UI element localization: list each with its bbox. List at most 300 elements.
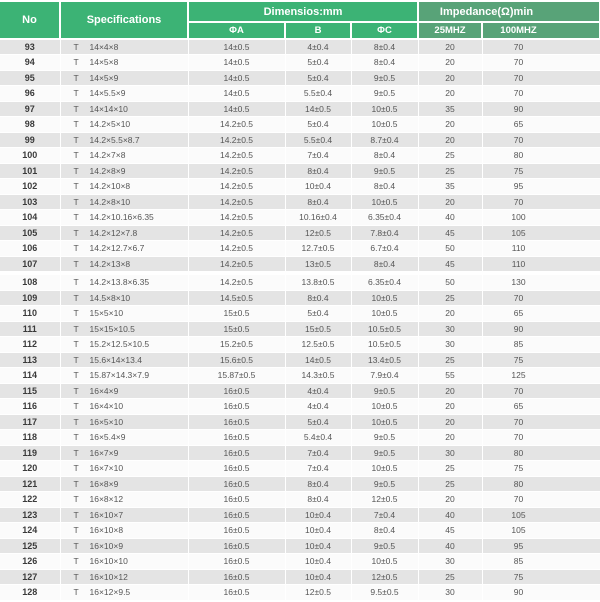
- row-phi-a: 16±0.5: [188, 445, 285, 461]
- row-100mhz: 65: [482, 306, 600, 322]
- header-25mhz: 25MHZ: [418, 22, 482, 39]
- row-b: 4±0.4: [285, 39, 351, 55]
- row-phi-a: 14.2±0.5: [188, 241, 285, 257]
- row-no: 114: [0, 368, 60, 384]
- row-no: 107: [0, 256, 60, 272]
- row-no: 97: [0, 101, 60, 117]
- spec-prefix: T: [73, 292, 79, 303]
- row-no: 99: [0, 132, 60, 148]
- row-25mhz: 45: [418, 523, 482, 539]
- row-phi-c: 10±0.5: [351, 194, 418, 210]
- table-body: [0, 39, 600, 600]
- row-phi-c: 6.7±0.4: [351, 241, 418, 257]
- spec-value: 16×10×7: [89, 509, 124, 520]
- row-phi-c: 9±0.5: [351, 163, 418, 179]
- table-row: [0, 179, 600, 195]
- row-spec: [60, 194, 188, 210]
- row-phi-a: 14±0.5: [188, 55, 285, 71]
- table-row: [0, 399, 600, 415]
- spec-value: 16×8×12: [89, 494, 124, 505]
- spec-value: 16×7×9: [89, 447, 119, 458]
- table-row: [0, 445, 600, 461]
- row-phi-a: 14.2±0.5: [188, 179, 285, 195]
- table-row: [0, 507, 600, 523]
- row-100mhz: 110: [482, 241, 600, 257]
- spec-prefix: T: [73, 478, 79, 489]
- spec-value: 16×5×10: [89, 416, 124, 427]
- row-spec: [60, 290, 188, 306]
- row-phi-a: 14.2±0.5: [188, 275, 285, 291]
- spec-prefix: T: [73, 243, 79, 254]
- row-phi-a: 16±0.5: [188, 461, 285, 477]
- header-specifications: Specifications: [60, 2, 188, 39]
- row-25mhz: 20: [418, 399, 482, 415]
- row-no: 126: [0, 554, 60, 570]
- row-b: 5.5±0.4: [285, 132, 351, 148]
- table-row: [0, 461, 600, 477]
- row-25mhz: 35: [418, 101, 482, 117]
- row-spec: [60, 101, 188, 117]
- row-100mhz: 70: [482, 194, 600, 210]
- row-no: 123: [0, 507, 60, 523]
- spec-prefix: T: [73, 103, 79, 114]
- row-spec: [60, 337, 188, 353]
- row-spec: [60, 414, 188, 430]
- row-b: 7±0.4: [285, 445, 351, 461]
- table-row: [0, 241, 600, 257]
- row-phi-c: 10±0.5: [351, 101, 418, 117]
- row-phi-c: 9±0.5: [351, 538, 418, 554]
- table-row: [0, 368, 600, 384]
- row-b: 8±0.4: [285, 163, 351, 179]
- spec-value: 14.2×13×8: [89, 258, 131, 269]
- spec-prefix: T: [73, 57, 79, 68]
- row-phi-c: 8±0.4: [351, 179, 418, 195]
- spec-prefix: T: [73, 447, 79, 458]
- row-phi-a: 16±0.5: [188, 538, 285, 554]
- row-100mhz: 70: [482, 290, 600, 306]
- table-row: [0, 275, 600, 291]
- row-100mhz: 85: [482, 554, 600, 570]
- row-25mhz: 35: [418, 179, 482, 195]
- spec-prefix: T: [73, 432, 79, 443]
- row-no: 105: [0, 225, 60, 241]
- row-b: 5±0.4: [285, 55, 351, 71]
- row-100mhz: 95: [482, 179, 600, 195]
- row-spec: [60, 554, 188, 570]
- row-100mhz: 65: [482, 117, 600, 133]
- row-25mhz: 30: [418, 321, 482, 337]
- row-b: 14±0.5: [285, 101, 351, 117]
- row-b: 12.7±0.5: [285, 241, 351, 257]
- table-row: [0, 337, 600, 353]
- row-spec: [60, 241, 188, 257]
- row-spec: [60, 86, 188, 102]
- row-phi-c: 6.35±0.4: [351, 275, 418, 291]
- row-no: 106: [0, 241, 60, 257]
- row-b: 5±0.4: [285, 414, 351, 430]
- row-25mhz: 25: [418, 461, 482, 477]
- spec-prefix: T: [73, 212, 79, 223]
- row-phi-c: 10±0.5: [351, 117, 418, 133]
- row-phi-c: 13.4±0.5: [351, 352, 418, 368]
- row-no: 113: [0, 352, 60, 368]
- row-100mhz: 125: [482, 368, 600, 384]
- spec-value: 15.87×14.3×7.9: [89, 370, 150, 381]
- row-no: 108: [0, 275, 60, 291]
- row-phi-c: 9±0.5: [351, 476, 418, 492]
- row-25mhz: 25: [418, 476, 482, 492]
- spec-value: 14.2×8×10: [89, 196, 131, 207]
- row-phi-a: 14.2±0.5: [188, 256, 285, 272]
- row-phi-a: 14.2±0.5: [188, 163, 285, 179]
- spec-prefix: T: [73, 323, 79, 334]
- row-phi-c: 8±0.4: [351, 39, 418, 55]
- spec-value: 16×8×9: [89, 478, 119, 489]
- spec-value: 16×12×9.5: [89, 587, 131, 598]
- row-spec: [60, 430, 188, 446]
- row-phi-a: 16±0.5: [188, 399, 285, 415]
- row-phi-c: 9±0.5: [351, 430, 418, 446]
- row-b: 13.8±0.5: [285, 275, 351, 291]
- row-phi-c: 10±0.5: [351, 414, 418, 430]
- row-phi-a: 16±0.5: [188, 523, 285, 539]
- spec-prefix: T: [73, 540, 79, 551]
- table-header: [0, 2, 600, 39]
- row-phi-c: 9±0.5: [351, 70, 418, 86]
- row-100mhz: 85: [482, 337, 600, 353]
- row-spec: [60, 321, 188, 337]
- row-b: 12±0.5: [285, 585, 351, 601]
- row-no: 98: [0, 117, 60, 133]
- spec-table: [0, 2, 600, 601]
- row-phi-a: 16±0.5: [188, 507, 285, 523]
- row-phi-a: 14.5±0.5: [188, 290, 285, 306]
- row-no: 125: [0, 538, 60, 554]
- row-phi-c: 12±0.5: [351, 492, 418, 508]
- row-100mhz: 80: [482, 148, 600, 164]
- row-phi-a: 16±0.5: [188, 569, 285, 585]
- spec-value: 14.2×12×7.8: [89, 227, 138, 238]
- row-100mhz: 105: [482, 225, 600, 241]
- row-phi-a: 14.2±0.5: [188, 225, 285, 241]
- row-25mhz: 20: [418, 86, 482, 102]
- row-phi-a: 16±0.5: [188, 554, 285, 570]
- spec-value: 16×10×9: [89, 540, 124, 551]
- table-row: [0, 321, 600, 337]
- row-25mhz: 45: [418, 256, 482, 272]
- spec-value: 14.2×13.8×6.35: [89, 277, 150, 287]
- table-row: [0, 306, 600, 322]
- spec-prefix: T: [73, 119, 79, 130]
- row-phi-a: 14.2±0.5: [188, 148, 285, 164]
- header-dimensions: Dimensios:mm: [188, 2, 418, 22]
- spec-prefix: T: [73, 525, 79, 536]
- row-b: 8±0.4: [285, 476, 351, 492]
- row-no: 109: [0, 290, 60, 306]
- row-phi-c: 12±0.5: [351, 569, 418, 585]
- row-phi-a: 15.2±0.5: [188, 337, 285, 353]
- row-25mhz: 20: [418, 414, 482, 430]
- row-no: 112: [0, 337, 60, 353]
- row-25mhz: 30: [418, 445, 482, 461]
- row-spec: [60, 179, 188, 195]
- table-row: [0, 210, 600, 226]
- row-phi-c: 8±0.4: [351, 148, 418, 164]
- spec-value: 14×4×8: [89, 42, 119, 52]
- spec-value: 15.6×14×13.4: [89, 354, 142, 365]
- row-spec: [60, 383, 188, 399]
- row-no: 119: [0, 445, 60, 461]
- spec-prefix: T: [73, 165, 79, 176]
- row-25mhz: 50: [418, 275, 482, 291]
- table-row: [0, 414, 600, 430]
- row-100mhz: 75: [482, 461, 600, 477]
- row-25mhz: 25: [418, 352, 482, 368]
- row-25mhz: 25: [418, 163, 482, 179]
- table-row: [0, 132, 600, 148]
- row-spec: [60, 39, 188, 55]
- spec-value: 16×7×10: [89, 463, 124, 474]
- row-phi-c: 6.35±0.4: [351, 210, 418, 226]
- spec-value: 14.2×10.16×6.35: [89, 212, 154, 223]
- row-100mhz: 70: [482, 55, 600, 71]
- spec-value: 14×5×8: [89, 57, 119, 68]
- row-phi-c: 10.5±0.5: [351, 337, 418, 353]
- row-100mhz: 75: [482, 352, 600, 368]
- spec-prefix: T: [73, 385, 79, 396]
- row-phi-a: 16±0.5: [188, 430, 285, 446]
- row-phi-a: 14.2±0.5: [188, 210, 285, 226]
- spec-prefix: T: [73, 72, 79, 83]
- row-phi-a: 14±0.5: [188, 86, 285, 102]
- row-100mhz: 90: [482, 585, 600, 601]
- row-no: 103: [0, 194, 60, 210]
- spec-prefix: T: [73, 42, 79, 52]
- table-row: [0, 476, 600, 492]
- row-no: 115: [0, 383, 60, 399]
- spec-value: 14.2×5.5×8.7: [89, 134, 140, 145]
- row-phi-a: 15.6±0.5: [188, 352, 285, 368]
- spec-prefix: T: [73, 494, 79, 505]
- row-b: 7±0.4: [285, 148, 351, 164]
- header-impedance: Impedance(Ω)min: [418, 2, 600, 22]
- spec-prefix: T: [73, 509, 79, 520]
- row-25mhz: 25: [418, 569, 482, 585]
- table-row: [0, 70, 600, 86]
- row-b: 5±0.4: [285, 306, 351, 322]
- row-spec: [60, 306, 188, 322]
- row-no: 94: [0, 55, 60, 71]
- row-phi-a: 14±0.5: [188, 70, 285, 86]
- row-100mhz: 90: [482, 321, 600, 337]
- row-b: 8±0.4: [285, 290, 351, 306]
- row-phi-c: 8±0.4: [351, 55, 418, 71]
- row-spec: [60, 225, 188, 241]
- row-phi-a: 14.2±0.5: [188, 194, 285, 210]
- row-spec: [60, 507, 188, 523]
- row-phi-a: 15.87±0.5: [188, 368, 285, 384]
- header-phi-c: ΦC: [351, 22, 418, 39]
- table-row: [0, 194, 600, 210]
- spec-prefix: T: [73, 88, 79, 99]
- row-spec: [60, 55, 188, 71]
- row-25mhz: 45: [418, 225, 482, 241]
- row-b: 8±0.4: [285, 194, 351, 210]
- row-100mhz: 105: [482, 523, 600, 539]
- row-phi-c: 8.7±0.4: [351, 132, 418, 148]
- spec-prefix: T: [73, 571, 79, 582]
- row-spec: [60, 70, 188, 86]
- row-b: 8±0.4: [285, 492, 351, 508]
- spec-value: 14.2×12.7×6.7: [89, 243, 145, 254]
- row-b: 13±0.5: [285, 256, 351, 272]
- row-b: 10±0.4: [285, 569, 351, 585]
- row-25mhz: 20: [418, 430, 482, 446]
- spec-prefix: T: [73, 556, 79, 567]
- table-row: [0, 39, 600, 55]
- row-phi-a: 15±0.5: [188, 321, 285, 337]
- spec-prefix: T: [73, 370, 79, 381]
- spec-prefix: T: [73, 339, 79, 350]
- table-row: [0, 101, 600, 117]
- row-b: 5±0.4: [285, 70, 351, 86]
- row-no: 121: [0, 476, 60, 492]
- row-no: 104: [0, 210, 60, 226]
- row-phi-a: 14.2±0.5: [188, 117, 285, 133]
- row-100mhz: 105: [482, 507, 600, 523]
- spec-prefix: T: [73, 196, 79, 207]
- row-spec: [60, 569, 188, 585]
- table-row: [0, 163, 600, 179]
- spec-value: 14.2×10×8: [89, 181, 131, 192]
- spec-prefix: T: [73, 277, 79, 287]
- row-25mhz: 30: [418, 337, 482, 353]
- row-25mhz: 20: [418, 39, 482, 55]
- table-row: [0, 55, 600, 71]
- row-100mhz: 70: [482, 430, 600, 446]
- row-no: 127: [0, 569, 60, 585]
- row-100mhz: 65: [482, 399, 600, 415]
- table-row: [0, 538, 600, 554]
- spec-value: 16×10×12: [89, 571, 128, 582]
- table-row: [0, 492, 600, 508]
- header-b: B: [285, 22, 351, 39]
- row-spec: [60, 163, 188, 179]
- row-b: 10.16±0.4: [285, 210, 351, 226]
- row-25mhz: 55: [418, 368, 482, 384]
- row-25mhz: 40: [418, 538, 482, 554]
- row-no: 124: [0, 523, 60, 539]
- row-no: 101: [0, 163, 60, 179]
- row-100mhz: 70: [482, 383, 600, 399]
- row-no: 110: [0, 306, 60, 322]
- row-b: 12.5±0.5: [285, 337, 351, 353]
- row-b: 5.5±0.4: [285, 86, 351, 102]
- row-b: 4±0.4: [285, 399, 351, 415]
- row-100mhz: 75: [482, 569, 600, 585]
- spec-prefix: T: [73, 181, 79, 192]
- row-b: 14.3±0.5: [285, 368, 351, 384]
- row-spec: [60, 210, 188, 226]
- table-row: [0, 352, 600, 368]
- row-no: 118: [0, 430, 60, 446]
- row-spec: [60, 585, 188, 601]
- row-100mhz: 70: [482, 70, 600, 86]
- row-25mhz: 25: [418, 290, 482, 306]
- row-phi-a: 16±0.5: [188, 585, 285, 601]
- row-no: 122: [0, 492, 60, 508]
- row-25mhz: 20: [418, 55, 482, 71]
- row-spec: [60, 148, 188, 164]
- row-25mhz: 20: [418, 306, 482, 322]
- row-spec: [60, 538, 188, 554]
- row-phi-c: 10±0.5: [351, 399, 418, 415]
- row-no: 117: [0, 414, 60, 430]
- row-b: 14±0.5: [285, 352, 351, 368]
- spec-value: 14×14×10: [89, 103, 128, 114]
- row-phi-a: 16±0.5: [188, 383, 285, 399]
- spec-prefix: T: [73, 463, 79, 474]
- row-phi-c: 8±0.4: [351, 256, 418, 272]
- spec-prefix: T: [73, 416, 79, 427]
- row-spec: [60, 368, 188, 384]
- row-b: 15±0.5: [285, 321, 351, 337]
- row-100mhz: 70: [482, 86, 600, 102]
- row-b: 12±0.5: [285, 225, 351, 241]
- row-phi-c: 8±0.4: [351, 523, 418, 539]
- table-row: [0, 523, 600, 539]
- row-phi-c: 10.5±0.5: [351, 321, 418, 337]
- spec-value: 14.2×7×8: [89, 150, 126, 161]
- spec-value: 14.2×5×10: [89, 119, 131, 130]
- spec-prefix: T: [73, 150, 79, 161]
- row-100mhz: 70: [482, 492, 600, 508]
- spec-value: 16×10×8: [89, 525, 124, 536]
- row-no: 111: [0, 321, 60, 337]
- table-row: [0, 290, 600, 306]
- spec-prefix: T: [73, 134, 79, 145]
- row-25mhz: 30: [418, 585, 482, 601]
- row-phi-a: 15±0.5: [188, 306, 285, 322]
- spec-value: 15.2×12.5×10.5: [89, 339, 150, 350]
- row-100mhz: 110: [482, 256, 600, 272]
- row-spec: [60, 523, 188, 539]
- row-phi-c: 9±0.5: [351, 445, 418, 461]
- table-row: [0, 148, 600, 164]
- row-100mhz: 70: [482, 414, 600, 430]
- row-100mhz: 90: [482, 101, 600, 117]
- row-100mhz: 130: [482, 275, 600, 291]
- row-spec: [60, 352, 188, 368]
- table-row: [0, 225, 600, 241]
- spec-prefix: T: [73, 401, 79, 412]
- spec-prefix: T: [73, 308, 79, 319]
- spec-value: 14.2×8×9: [89, 165, 126, 176]
- row-no: 116: [0, 399, 60, 415]
- spec-value: 15×5×10: [89, 308, 124, 319]
- row-phi-a: 16±0.5: [188, 414, 285, 430]
- row-b: 10±0.4: [285, 523, 351, 539]
- row-b: 10±0.4: [285, 507, 351, 523]
- row-phi-a: 16±0.5: [188, 476, 285, 492]
- row-no: 96: [0, 86, 60, 102]
- spec-value: 14×5×9: [89, 72, 119, 83]
- spec-value: 16×4×10: [89, 401, 124, 412]
- row-phi-c: 7.8±0.4: [351, 225, 418, 241]
- table-row: [0, 117, 600, 133]
- row-phi-a: 14.2±0.5: [188, 132, 285, 148]
